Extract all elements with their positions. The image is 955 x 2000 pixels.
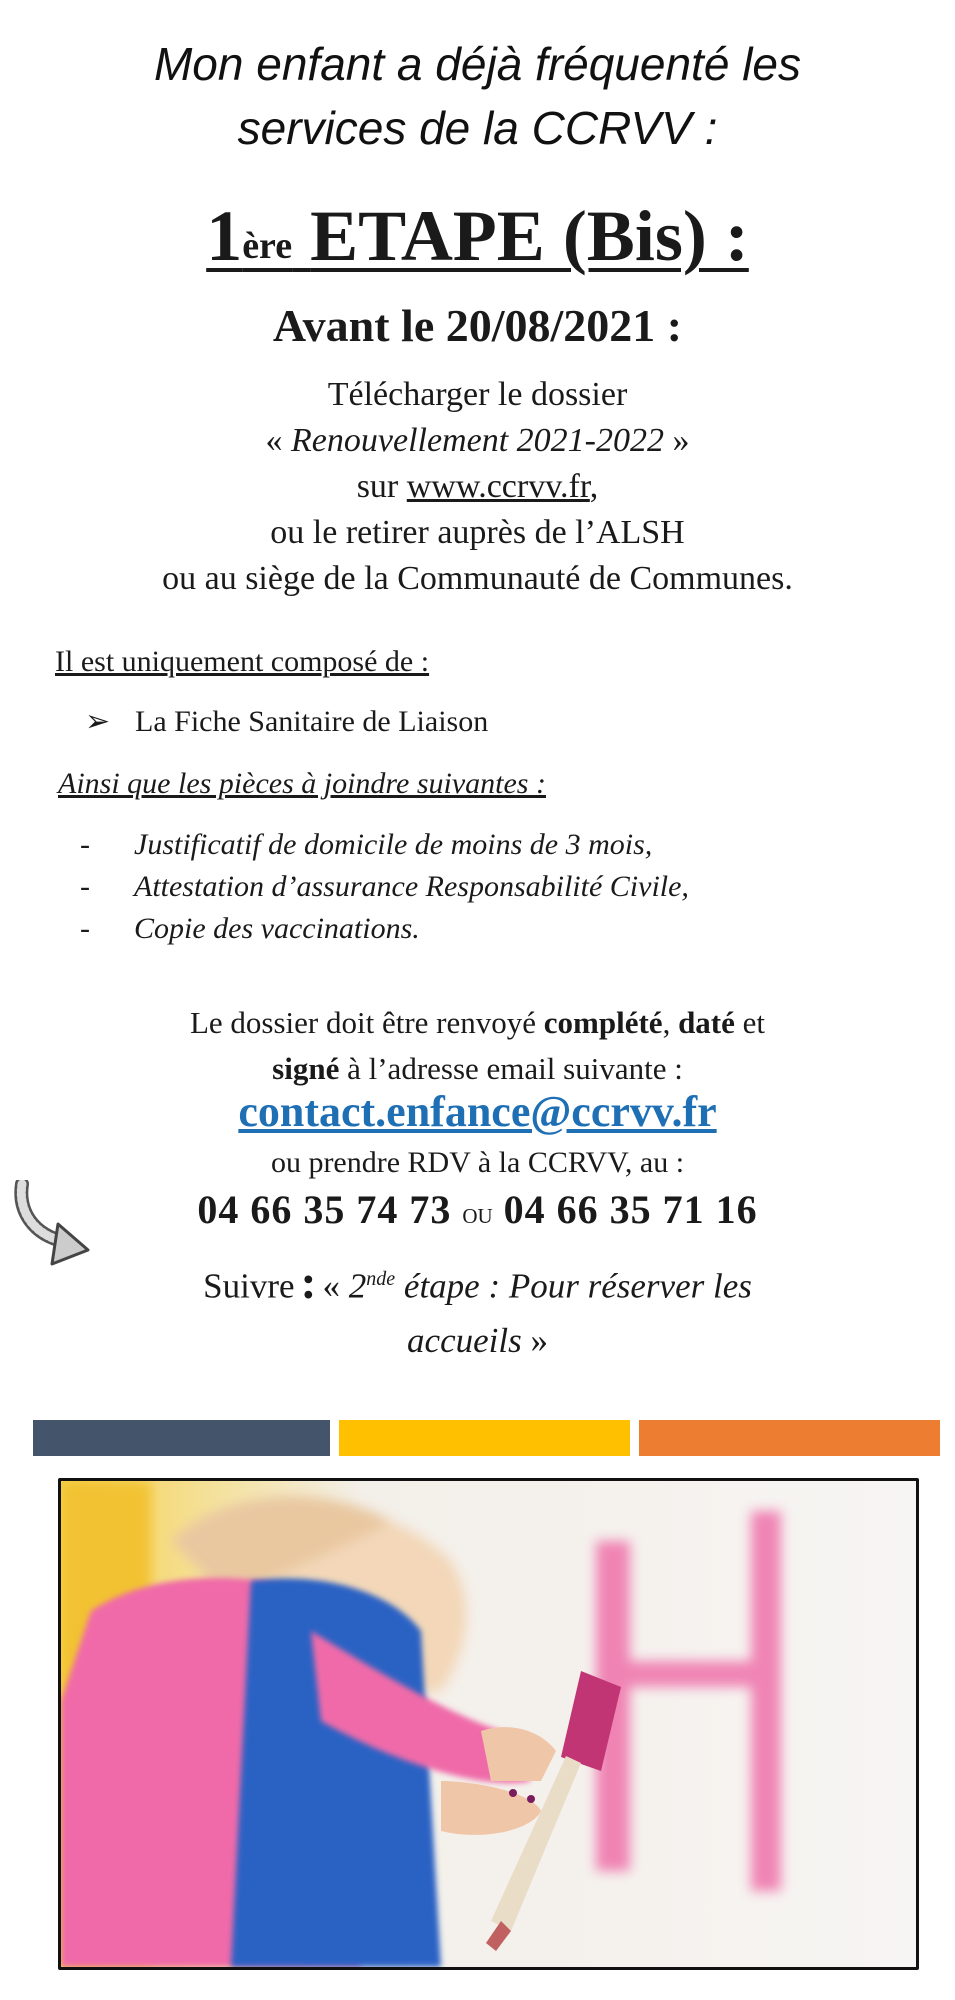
color-bar-yellow: [339, 1420, 630, 1456]
intro-line-3: [0, 464, 955, 510]
composition-item: [85, 700, 488, 744]
return-bold-complete: complété: [543, 1005, 663, 1040]
next-step-text: accueils: [407, 1320, 522, 1360]
child-painting-photo: [58, 1478, 919, 1970]
return-line-1: [0, 1000, 955, 1046]
color-bar-orange: [639, 1420, 940, 1456]
composition-label: Il est uniquement composé de :: [55, 645, 430, 678]
piece-item-text: Justificatif de domicile de moins de 3 mois,: [134, 828, 653, 861]
return-bold-signed: signé: [272, 1051, 340, 1086]
rdv-text: ou prendre RDV à la CCRVV, au :: [270, 1146, 685, 1179]
next-step-num: 2: [348, 1266, 367, 1306]
return-instructions: [0, 1000, 955, 1092]
email-link[interactable]: contact.enfance@ccrvv.fr: [238, 1087, 717, 1136]
step-label: ETAPE (Bis) :: [310, 196, 749, 276]
return-text: Le dossier doit être renvoyé: [189, 1005, 544, 1040]
piece-item-text: Copie des vaccinations.: [134, 912, 420, 945]
step-title: [0, 196, 955, 276]
return-text: ,: [662, 1005, 679, 1040]
quote-open: «: [265, 422, 292, 459]
next-step: [0, 1252, 955, 1368]
comma: ,: [589, 468, 599, 505]
dash-marker: -: [80, 870, 90, 903]
next-step-line-2: [0, 1314, 955, 1368]
return-text: et: [734, 1005, 766, 1040]
piece-item: [80, 824, 652, 866]
phone-numbers: [0, 1184, 955, 1240]
next-step-colon: :: [300, 1255, 317, 1309]
deadline: Avant le 20/08/2021 :: [272, 300, 683, 351]
pieces-label: Ainsi que les pièces à joindre suivantes :: [58, 767, 546, 800]
phone-separator: ou: [462, 1197, 493, 1230]
step-number-sup: ère: [242, 225, 293, 267]
return-text: à l’adresse email suivante :: [339, 1051, 683, 1086]
quote-close: »: [521, 1320, 548, 1360]
intro-line-2: [0, 418, 955, 464]
website-link[interactable]: www.ccrvv.fr: [406, 468, 590, 505]
dossier-name: Renouvellement 2021-2022: [291, 422, 664, 459]
piece-item-text: Attestation d’assurance Responsabilité Civile,: [134, 870, 689, 903]
dash-marker: -: [80, 912, 90, 945]
phone-1[interactable]: 04 66 35 74 73: [197, 1187, 452, 1232]
heading-line-2: services de la CCRVV :: [237, 102, 718, 154]
intro-line-1: Télécharger le dossier: [327, 376, 628, 413]
quote-open: «: [322, 1266, 349, 1306]
step-number: 1: [206, 196, 243, 276]
color-bar-slate: [33, 1420, 330, 1456]
next-step-line-1: [0, 1252, 955, 1314]
next-step-sup: nde: [366, 1268, 396, 1290]
composition-item-text: La Fiche Sanitaire de Liaison: [135, 705, 489, 738]
next-step-prefix: Suivre: [203, 1266, 295, 1306]
intro-line-5: ou au siège de la Communauté de Communes.: [162, 560, 793, 597]
intro-line-4: ou le retirer auprès de l’ALSH: [270, 514, 685, 551]
phone-2[interactable]: 04 66 35 71 16: [503, 1187, 758, 1232]
quote-close: »: [663, 422, 690, 459]
return-bold-dated: daté: [678, 1005, 735, 1040]
heading-line-1: Mon enfant a déjà fréquenté les: [153, 38, 801, 90]
arrow-bullet-icon: ➢: [85, 705, 111, 738]
next-step-text: étape : Pour réserver les: [395, 1266, 752, 1306]
sur-text: sur: [356, 468, 407, 505]
piece-item: [80, 866, 689, 908]
dash-marker: -: [80, 828, 90, 861]
photo-illustration: [61, 1481, 916, 1967]
download-instructions: [0, 372, 955, 602]
piece-item: [80, 908, 420, 950]
page-heading: [0, 32, 955, 160]
